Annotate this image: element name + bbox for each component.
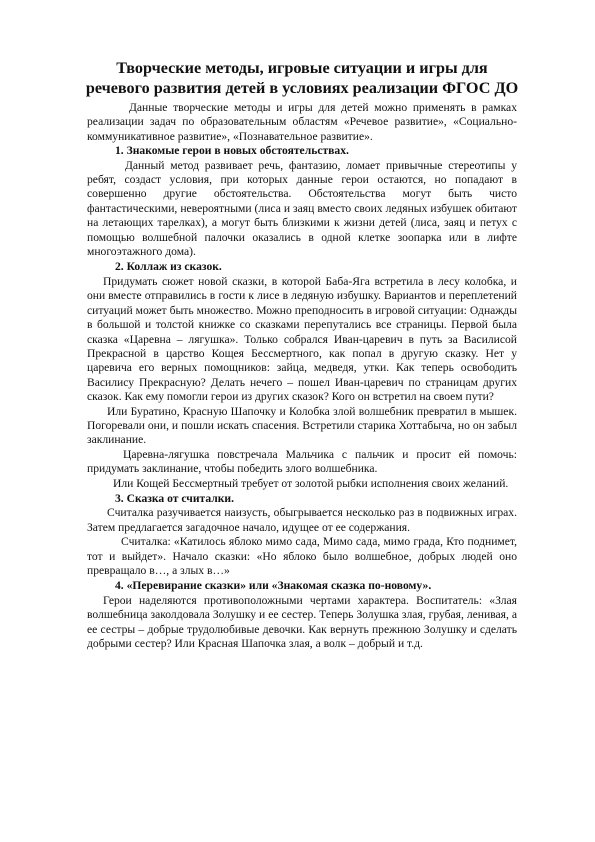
section-heading-1: 1. Знакомые герои в новых обстоятельствах.	[115, 144, 349, 158]
section-2-paragraph-1: Придумать сюжет новой сказки, в которой Баба-Яга встретила в лесу колобка, и они вместе отправились в гости к лисе в ледяную избушку. Вариантов и переплетений ситуаций может быть множество. Можно преподносить в игровой ситуации: Однажды в большой и толстой книжке со сказками перепутались все страницы. Первой была сказка «Царевна – лягушка». Только собрался Иван-царевич в путь за Василисой Прекрасной в царство Кощея Бессмертного, как попал в другую сказку. Нет у царевича его верных помощников: зайца, медведя, утки. Как теперь освободить Василису Прекрасную? Делать нечего – пошел Иван-царевич по страницам других сказок. Как ему помогли герои из других сказок? Кого он встретил на своем пути?	[87, 274, 517, 404]
document-title	[87, 58, 517, 98]
section-3-paragraph-2: Считалка: «Катилось яблоко мимо сада, Мимо сада, мимо града, Кто поднимет, тот и выйдет». Начало сказки: «Но яблоко было волшебное, добрых людей оно превращало в…, а злых в…»	[87, 535, 517, 577]
section-2-paragraph-3: Царевна-лягушка повстречала Мальчика с пальчик и просит ей помочь: придумать заклинание, чтобы победить злого волшебника.	[87, 447, 517, 476]
section-2-paragraph-2: Или Буратино, Красную Шапочку и Колобка злой волшебник превратил в мышек. Погоревали они, и пошли искать спасения. Встретили старика Хоттабыча, но он забыл заклинание.	[87, 404, 517, 447]
section-2-paragraph-4: Или Кощей Бессмертный требует от золотой рыбки исполнения своих желаний.	[113, 476, 509, 490]
title-line-1: Творческие методы, игровые ситуации и игры для	[116, 59, 488, 77]
intro-paragraph: Данные творческие методы и игры для детей можно применять в рамках реализации задач по образовательным областям «Речевое развитие», «Социально-коммуникативное развитие», «Познавательное развитие».	[87, 101, 517, 143]
section-heading-4: 4. «Перевирание сказки» или «Знакомая сказка по-новому».	[115, 579, 432, 593]
section-heading-2: 2. Коллаж из сказок.	[115, 260, 222, 274]
section-heading-3: 3. Сказка от считалки.	[115, 491, 234, 505]
document-page	[87, 58, 517, 651]
section-1-paragraph-1: Данный метод развивает речь, фантазию, ломает привычные стереотипы у ребят, создаст условия, при которых данные герои остаются, но попадают в совершенно другие обстоятельства. Обстоятельства могут быть чисто фантастическими, невероятными (лиса и заяц вместо своих ледяных избушек обитают на летающих тарелках), а могут быть близкими к жизни детей (лиса, заяц и петух с помощью волшебной палочки оказались в одной клетке зоопарка или в лифте многоэтажного дома).	[87, 158, 517, 259]
title-line-2: речевого развития детей в условиях реализации ФГОС ДО	[85, 79, 519, 97]
section-4-paragraph-1: Герои наделяются противоположными чертами характера. Воспитатель: «Злая волшебница заколдовала Золушку и ее сестер. Теперь Золушка злая, грубая, ленивая, а ее сестры – добрые трудолюбивые девочки. Как вернуть прежнюю Золушку и сделать добрыми сестер? Или Красная Шапочка злая, а волк – добрый и т.д.	[87, 593, 517, 651]
section-3-paragraph-1: Считалка разучивается наизусть, обыгрывается несколько раз в подвижных играх. Затем предлагается загадочное начало, идущее от ее содержания.	[87, 506, 517, 534]
